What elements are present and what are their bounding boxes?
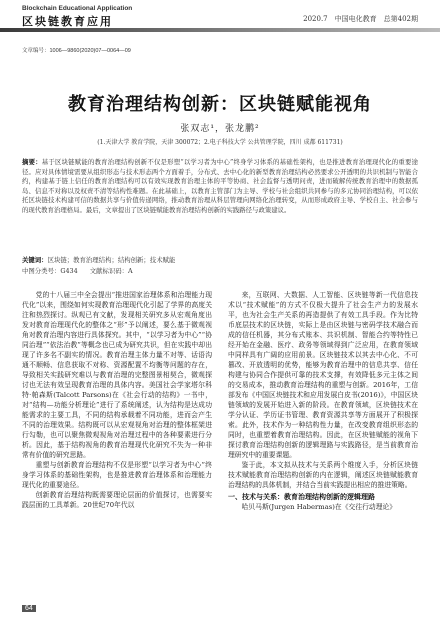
classification-line (22, 266, 418, 275)
body-paragraph: 党的十八届三中全会提出“推进国家治理体系和治理能力现代化”以来，围绕如何实现教育治理现代化引起了学界的高度关注和热烈探讨。纵观已有文献，发现相关研究多从宏观角度出发对教育治理现代化的整体之“形”予以阐述，要么基于微观视角对教育治理内容进行具体探究。其中，“以学习者为中心”“协同治理”“依法治教”等概念也已成为研究共识，但在实践中却出现了许多名不副实的情况。教育治理主体力量不对等、话语沟通不顺畅、信息获取不对称、资源配置不均衡等问题的存在，导致相关实践研究难以与教育治理的完整图景相契合，微观探讨也无法有效呈现教育治理的具体内容。美国社会学家塔尔科特·帕森斯(Talcott Parsons)在《社会行动的结构》一书中，对“结构—功能分析理论”进行了系统阐述，认为结构是达成功能需求的主要工具，不同的结构承载着不同功能，进而会产生不同的治理效果。结构既可以从宏观视角对治理的整体框架进行勾勒，也可以聚焦微观视角对治理过程中的各种要素进行分析。因此，基于结构视角的教育治理现代化研究不失为一种非常有价值的研究思路。 (22, 291, 212, 459)
body-column-left (22, 290, 212, 510)
article-authors: 张双志¹，张龙鹏² (180, 124, 260, 134)
keywords (22, 255, 418, 264)
page-number: 64 (22, 605, 36, 612)
body-paragraph: 来，互联网、大数据、人工智能、区块链等新一代信息技术以“技术赋能”的方式不仅极大提升了社会生产力的发展水平，也为社会生产关系的再造提供了有效工具手段。作为比特币底层技术的区块链，实际上是由区块链与密码学技术融合而成的信任机器，其分布式账本、共识机制、智能合约等特性已经开始在金融、医疗、政务等领域得到广泛应用，在教育领域中同样具有广阔的应用前景。区块链技术以其去中心化、不可篡改、开放透明的优势，能够为教育治理中的信息共享、信任构建与协同合作提供可靠的技术支撑，有效降低多元主体之间的交易成本，推动教育治理结构的重塑与创新。2016年，工信部发布《中国区块链技术和应用发展白皮书(2016)》，中国区块链领域的发展开始进入新的阶段。在教育领域，区块链技术在学分认证、学历证书管理、教育资源共享等方面展开了积极探索。此外，技术作为一种结构性力量，在改变教育组织形态的同时，也重塑着教育治理结构。因此，在区块链赋能的视角下探讨教育治理结构创新的逻辑理路与实践路径，是当前教育治理研究中的重要课题。 (228, 291, 418, 459)
document-code: 文献标识码：A (89, 267, 133, 275)
body-paragraph: 创新教育治理结构既需要理论层面的价值探讨，也需要实践层面的工具革新。20世纪70年代以 (22, 491, 212, 509)
article-number: 文章编号：1006—9860(2020)07—0064—09 (22, 48, 131, 54)
abstract-label: 摘要： (22, 158, 42, 166)
column-name-english: Blockchain Educational Application (22, 5, 133, 12)
abstract (22, 158, 418, 215)
page-header (0, 0, 440, 52)
keywords-text: 区块链；教育治理结构；结构创新；技术赋能 (47, 256, 176, 264)
article-title: 教育治理结构创新：区块链赋能视角 (68, 94, 372, 115)
abstract-text: 基于区块链赋能的教育治理结构创新不仅是形塑“以学习者为中心”终身学习体系的基础性架构，也是推进教育治理现代化的重要途径。应对具体情境需要从组织形态与技术形态两个方面着手，分布式、去中心化的新型教育治理结构必然要求公开透明的共识机制与智能合约，构建基于链上信任的教育治理结构可以有效实现教育治理主体的平等协商、社会监督与透明问责，进而破解传统教育治理中的数据孤岛、信息不对称以及权责不清等结构性难题。在此基础上，以教育主管部门为主导、学校与社会组织共同参与的多元协同治理结构，可以依托区块链技术构建可信的数据共享与价值传递网络，推动教育治理从科层管理向网络化治理转变，从而形成政府主导、学校自主、社会参与的现代教育治理格局。最后，文章提出了区块链赋能教育治理结构创新的实践路径与政策建议。 (22, 158, 418, 214)
body-column-right (228, 290, 418, 512)
journal-issue: 2020.7 中国电化教育 总第402期 (303, 15, 418, 23)
body-paragraph: 哈贝马斯(Jurgen Habermas)在《交往行动理论》 (241, 503, 397, 511)
keywords-label: 关键词： (22, 256, 48, 264)
header-band (0, 28, 440, 32)
body-paragraph: 重塑与创新教育治理结构不仅是形塑“以学习者为中心”终身学习体系的基础性架构，也是推进教育治理体系和治理能力现代化的重要途径。 (22, 461, 212, 489)
body-paragraph: 鉴于此，本文拟从技术与关系两个维度入手，分析区块链技术赋能教育治理结构创新的内在逻辑，阐述区块链赋能教育治理结构的具体机制，并结合当前实践提出相应的推进策略。 (228, 461, 418, 489)
author-affiliation: (1.天津大学 教育学院，天津 300072；2.电子科技大学 公共管理学院，四川 成都 611731) (97, 139, 343, 146)
column-name-chinese: 区块链教育应用 (22, 15, 113, 28)
clc-number: 中图分类号：G434 (22, 267, 78, 275)
section-heading: 一、技术与关系：教育治理结构创新的逻辑理路 (228, 492, 375, 501)
